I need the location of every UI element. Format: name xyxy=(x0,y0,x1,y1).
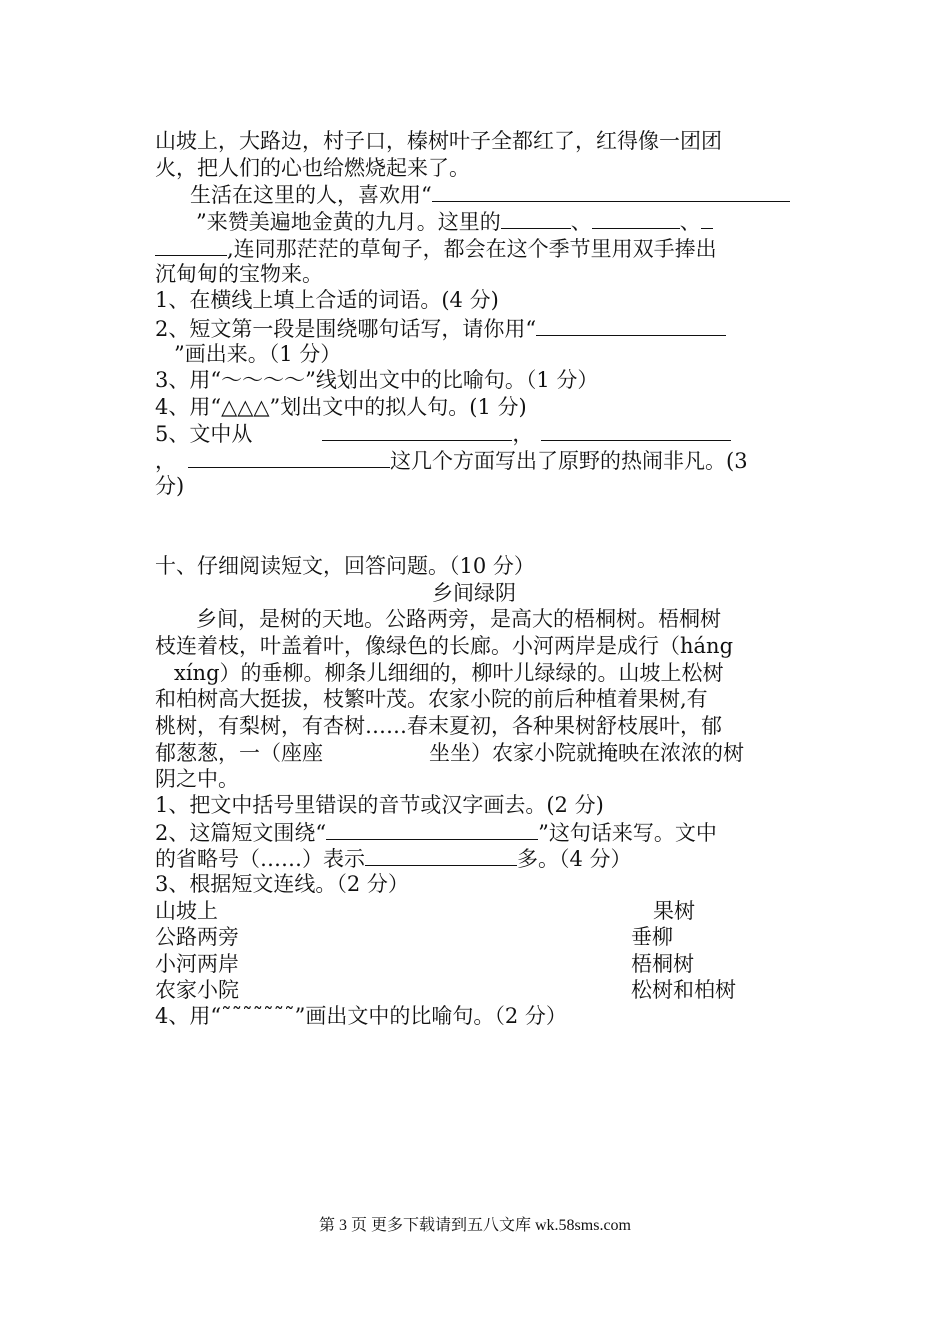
passage-text: 郁葱葱，一（座座 xyxy=(155,741,323,765)
question-3: 3、根据短文连线。（2 分） xyxy=(155,872,409,896)
question-2-cont: ”画出来。（1 分） xyxy=(174,342,342,366)
question-5-cont xyxy=(155,447,748,474)
match-right-item: 松树和柏树 xyxy=(631,978,736,1002)
passage-title: 乡间绿阴 xyxy=(432,581,516,605)
passage-text: ”来赞美遍地金黄的九月。这里的 xyxy=(196,210,501,234)
question-4: 4、用“△△△”划出文中的拟人句。(1 分) xyxy=(155,395,527,419)
blank-line xyxy=(541,420,731,441)
separator: ， xyxy=(155,449,176,473)
question-text: 2、短文第一段是围绕哪句话写，请你用“ xyxy=(155,317,537,341)
question-2 xyxy=(155,315,726,342)
blank-line xyxy=(536,315,726,336)
match-left-item: 公路两旁 xyxy=(155,925,239,949)
blank-line xyxy=(326,819,538,840)
passage-line xyxy=(155,235,717,262)
blank-line xyxy=(155,235,227,256)
match-right-item: 梧桐树 xyxy=(631,952,694,976)
passage-text: 生活在这里的人，喜欢用“ xyxy=(190,183,432,207)
blank-line xyxy=(188,447,390,468)
question-text: 的省略号（……）表示 xyxy=(155,847,365,871)
passage-line: xíng）的垂柳。柳条儿细细的，柳叶儿绿绿的。山坡上松树 xyxy=(174,661,724,685)
separator: 、 xyxy=(570,210,592,234)
question-text: 这几个方面写出了原野的热闹非凡。(3 xyxy=(390,449,748,473)
question-2 xyxy=(155,819,717,846)
passage-line: 火，把人们的心也给燃烧起来了。 xyxy=(155,156,470,180)
passage-text: ,连同那茫茫的草甸子，都会在这个季节里用双手捧出 xyxy=(227,237,717,261)
separator: 、 xyxy=(679,210,701,234)
question-5-cont: 分) xyxy=(155,474,185,498)
question-2-cont xyxy=(155,845,632,872)
question-1: 1、把文中括号里错误的音节或汉字画去。(2 分) xyxy=(155,793,604,817)
blank-line xyxy=(432,181,790,202)
passage-line xyxy=(196,208,713,235)
passage-line xyxy=(155,740,744,767)
passage-line: 乡间，是树的天地。公路两旁，是高大的梧桐树。梧桐树 xyxy=(196,607,721,631)
question-text: ”这句话来写。文中 xyxy=(538,821,717,845)
blank-line xyxy=(365,845,517,866)
section-heading: 十、仔细阅读短文，回答问题。（10 分） xyxy=(155,554,535,578)
question-text: 2、这篇短文围绕“ xyxy=(155,821,327,845)
passage-line: 阴之中。 xyxy=(155,767,239,791)
passage-line: 桃树，有梨树，有杏树……春末夏初，各种果树舒枝展叶，郁 xyxy=(155,714,722,738)
question-5 xyxy=(155,420,731,447)
passage-line: 和柏树高大挺拔，枝繁叶茂。农家小院的前后种植着果树,有 xyxy=(155,687,708,711)
passage-text: 坐坐）农家小院就掩映在浓浓的树 xyxy=(429,741,744,765)
page-footer: 第 3 页 更多下载请到五八文库 wk.58sms.com xyxy=(318,1217,631,1234)
match-left-item: 农家小院 xyxy=(155,978,239,1002)
match-left-item: 山坡上 xyxy=(155,899,218,923)
blank-line xyxy=(701,208,713,229)
question-1: 1、在横线上填上合适的词语。(4 分) xyxy=(155,288,499,312)
separator: ， xyxy=(512,422,534,446)
question-3: 3、用“～～～～”线划出文中的比喻句。（1 分） xyxy=(155,368,599,392)
passage-line: 沉甸甸的宝物来。 xyxy=(155,262,323,286)
passage-line: 枝连着枝，叶盖着叶，像绿色的长廊。小河两岸是成行（háng xyxy=(155,634,734,658)
question-text: 5、文中从 xyxy=(155,422,253,446)
match-right-item: 垂柳 xyxy=(631,925,673,949)
match-right-item: 果树 xyxy=(653,899,695,923)
match-left-item: 小河两岸 xyxy=(155,952,239,976)
blank-line xyxy=(501,208,571,229)
question-4: 4、用“˜˜˜˜˜˜˜”画出文中的比喻句。（2 分） xyxy=(155,1004,567,1028)
blank-line xyxy=(322,420,512,441)
passage-line: 山坡上，大路边，村子口，榛树叶子全都红了，红得像一团团 xyxy=(155,129,722,153)
question-text: 多。（4 分） xyxy=(517,847,632,871)
blank-line xyxy=(592,208,680,229)
passage-line xyxy=(190,181,790,208)
